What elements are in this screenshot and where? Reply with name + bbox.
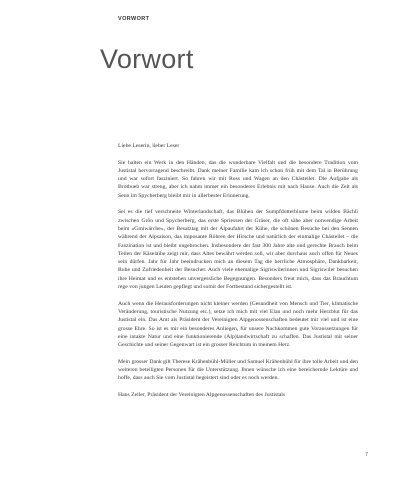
running-head: VORWORT	[118, 16, 150, 22]
body-text	[118, 142, 358, 408]
paragraph-2: Sei es die tief verschneite Winterlandschaft, das Blühen der Sumpfdotterblume beim wilden Bächli zwischen Grön und Spycherberg, das erste Spriessen der Gräser, die oft sähe aber notwendige Arbeit beim «Gmiwärche», der Besatztag mit der Alpaufahrt der Kühe, die schönen Besuche bei den Sennen während der Alpsaison, das imposante Röhren der Hirsche und natürlich der einmalige Chästeilet – die Faszination ist und bleibt ungebrochen. Insbesondere der fast 300 Jahre alte und gerechte Brauch beim Teilen der Käselaibe zeigt mir, dass Altes bewährt werden soll, wir aber durchaus auch offen für Neues sein dürfen. Jahr für Jahr beeindrucken mich an diesem Tag die herrliche Atmosphäre, Dankbarkeit, Ruhe und Zufriedenheit der Besucher. Auch viele ehemalige Sigriswilerinnen und Sigriswiler besuchen ihre Heimat und es entstehen unvergessliche Begegnungen. Besonders freut mich, dass das Brauchtum rege von jungen Leuten gepflegt und somit der Fortbestand sichergestellt ist.	[118, 209, 358, 291]
paragraph-1: Sie halten ein Werk in den Händen, das die wunderbare Vielfalt und die besondere Tradition vom Justistal hervorragend beschreibt. Dank meiner Familie kam ich schon früh mit dem Tal in Berührung und war sofort fasziniert. So fahren wir mit Ross und Wagen an den Chästeilet. Die Aufgabe als Brotbueb war streng, aber ich nahm immer ein besonderes Erlebnis mit nach Hause. Auch die Zeit als Senn im Spycherberg bleibt mir in allerbester Erinnerung.	[118, 159, 358, 199]
page-number: 7	[365, 452, 369, 458]
paragraph-3: Auch wenn die Herausforderungen nicht kleiner werden (Gesundheit von Mensch und Tier, klimatische Veränderung, touristische Nutzung etc.), setze ich mich mit viel Elan und noch mehr Herzblut für das Justistal ein. Das Amt als Präsident der Vereinigten Alpgenossenschaften bedeutet mir viel und ist eine grosse Ehre. So ist es mir ein besonderes Anliegen, für unsere Nachkommen gute Voraussetzungen für eine intakte Natur und eine funktionierende (Alp)landwirtschaft zu schaffen. Das Justistal mit seiner Geschichte und seiner Gegenwart ist ein grosser Reichtum in meinem Herz.	[118, 300, 358, 349]
salutation: Liebe Leserin, lieber Leser	[118, 143, 180, 149]
signature: Hans Zeller, Präsident der Vereinigten Alpgenossenschaften des Justistals	[118, 391, 286, 398]
page-title: Vorwort	[100, 44, 194, 74]
paragraph-4: Mein grosser Dank gilt Therese Krähenbühl-Müller und Samuel Krähenbühl für ihre tolle Arbeit und den weiteren beteiligten Personen für die Unterstützung. Ihnen wünsche ich eine bereichernde Lektüre und hoffe, dass auch Sie vom Justistal begeistert sind oder es noch werden.	[118, 358, 358, 382]
